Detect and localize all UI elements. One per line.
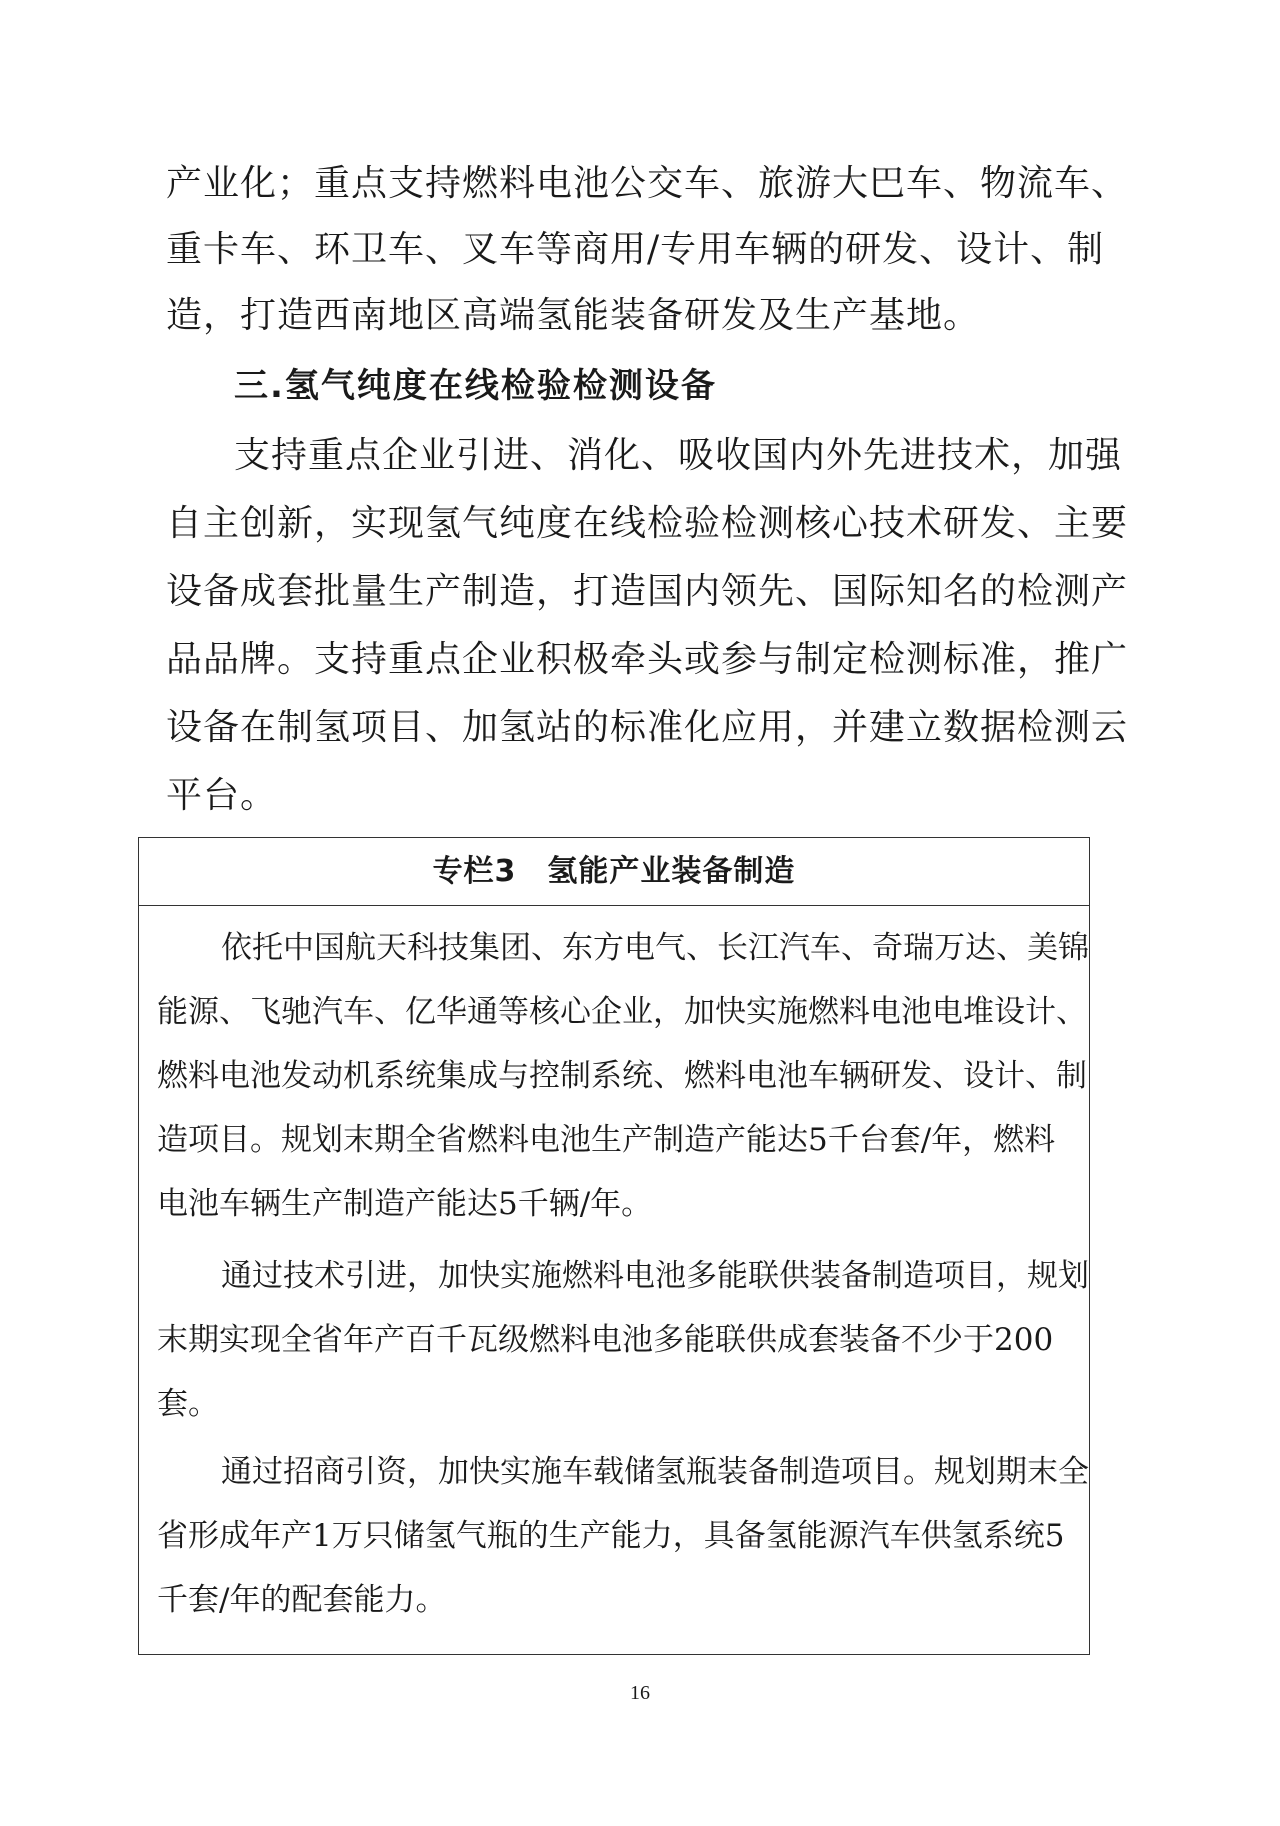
box-text-line: 依托中国航天科技集团、东方电气、长江汽车、奇瑞万达、美锦 — [221, 930, 1089, 966]
text-line: 设备在制氢项目、加氢站的标准化应用，并建立数据检测云 — [166, 707, 1129, 748]
box-text-line: 通过招商引资，加快实施车载储氢瓶装备制造项目。规划期末全 — [221, 1454, 1089, 1490]
box-text-line: 电池车辆生产制造产能达5千辆/年。 — [157, 1186, 653, 1222]
page-number: 16 — [630, 1682, 650, 1704]
column-title-row — [139, 838, 1089, 906]
box-text-line: 能源、飞驰汽车、亿华通等核心企业，加快实施燃料电池电堆设计、 — [157, 994, 1087, 1030]
box-text-line: 燃料电池发动机系统集成与控制系统、燃料电池车辆研发、设计、制 — [157, 1058, 1087, 1094]
text-line: 品品牌。支持重点企业积极牵头或参与制定检测标准，推广 — [166, 639, 1129, 680]
box-text-line: 千套/年的配套能力。 — [157, 1582, 447, 1618]
box-text-line: 套。 — [157, 1386, 219, 1422]
text-line: 产业化；重点支持燃料电池公交车、旅游大巴车、物流车、 — [166, 163, 1129, 204]
box-text-line: 末期实现全省年产百千瓦级燃料电池多能联供成套装备不少于200 — [157, 1322, 1054, 1358]
box-text-line: 通过技术引进，加快实施燃料电池多能联供装备制造项目，规划 — [221, 1258, 1089, 1294]
text-line: 平台。 — [166, 775, 278, 816]
text-line: 设备成套批量生产制造，打造国内领先、国际知名的检测产 — [166, 571, 1129, 612]
text-line: 造，打造西南地区高端氢能装备研发及生产基地。 — [166, 295, 981, 336]
column-box — [138, 837, 1090, 1655]
text-line: 自主创新，实现氢气纯度在线检验检测核心技术研发、主要 — [166, 503, 1129, 544]
text-line: 支持重点企业引进、消化、吸收国内外先进技术，加强 — [234, 435, 1123, 476]
box-text-line: 省形成年产1万只储氢气瓶的生产能力，具备氢能源汽车供氢系统5 — [157, 1518, 1065, 1554]
section-heading: 三.氢气纯度在线检验检测设备 — [234, 366, 717, 406]
column-title: 专栏3 氢能产业装备制造 — [432, 854, 796, 889]
box-text-line: 造项目。规划末期全省燃料电池生产制造产能达5千台套/年，燃料 — [157, 1122, 1056, 1158]
text-line: 重卡车、环卫车、叉车等商用/专用车辆的研发、设计、制 — [166, 229, 1105, 270]
